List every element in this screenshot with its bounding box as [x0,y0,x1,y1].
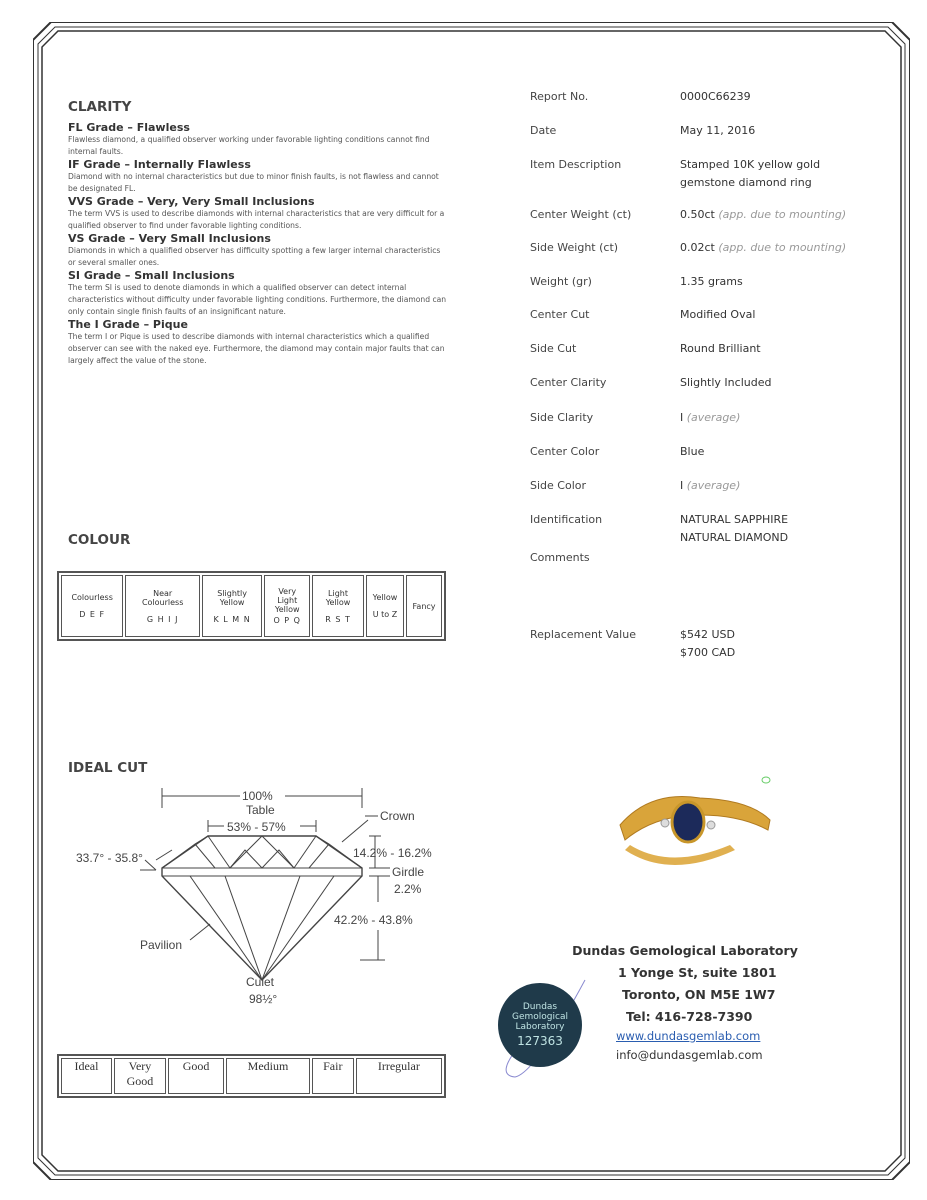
value-text: Blue [680,445,705,458]
grade-si [68,269,448,318]
report-value [680,158,820,189]
report-label: Date [530,124,557,137]
cut-grade-table [57,1054,446,1098]
value-note: (average) [683,411,741,424]
pavilion-depth-label: 42.2% - 43.8% [334,913,413,927]
value-text: 0.02ct [680,241,715,254]
report-value [680,411,740,424]
report-label: Weight (gr) [530,275,592,288]
grade-desc: Flawless diamond, a qualified observer working under favorable lighting conditions cannot find internal faults. [68,135,430,156]
grade-desc: Diamond with no internal characteristics but due to minor finish faults, is not flawless and cannot be designated FL. [68,172,439,193]
grade-desc: The term VVS is used to describe diamonds with internal characteristics that are very difficult for a qualified observer to find under favorable lighting conditions. [68,209,445,230]
grade-desc: Diamonds in which a qualified observer has difficulty spotting a few larger internal characteristics or several smaller ones. [68,246,441,267]
cut-grade-cell: Fair [312,1058,354,1094]
cut-grade-cell: Irregular [356,1058,442,1094]
clarity-title: CLARITY [68,99,132,115]
grade-fl [68,121,448,158]
colour-cell: Colourless D E F [61,575,123,637]
value-text: I [680,479,684,492]
lab-email: info@dundasgemlab.com [616,1048,763,1062]
crown-height-label: 14.2% - 16.2% [353,846,432,860]
lab-phone: Tel: 416-728-7390 [626,1009,753,1024]
value-line-2: gemstone diamond ring [680,176,812,189]
value-text: Round Brilliant [680,342,761,355]
ring-photo [610,770,780,880]
value-note: (app. due to mounting) [714,208,847,221]
culet-angle-label: 98½° [249,992,278,1006]
cut-grade-cell: Ideal [61,1058,112,1094]
report-label: Center Weight (ct) [530,208,632,221]
grade-desc: The term I or Pique is used to describe diamonds with internal characteristics which a qualified observer can see with the naked eye. Furthermore, the diamond may contain major faults that can largely affect the value of the stone. [68,332,445,365]
value-note: (app. due to mounting) [714,241,847,254]
report-value [680,90,751,103]
grade-title: FL Grade – Flawless [68,121,190,134]
lab-seal [498,983,582,1067]
value-text: May 11, 2016 [680,124,756,137]
pavilion-label: Pavilion [140,938,183,952]
colour-cell: Slightly Yellow K L M N [202,575,262,637]
report-label: Identification [530,513,603,526]
grade-title: VS Grade – Very Small Inclusions [68,232,271,245]
seal-text: Dundas Gemological Laboratory [512,1002,568,1032]
value-text: 0.50ct [680,208,715,221]
report-value [680,275,743,288]
cut-grade-cell: Medium [226,1058,310,1094]
report-label: Side Color [530,479,587,492]
girdle-label: Girdle [392,865,425,879]
report-label: Center Clarity [530,376,607,389]
ideal-cut-title: IDEAL CUT [68,760,148,776]
crown-label: Crown [380,809,415,823]
grade-title: VVS Grade – Very, Very Small Inclusions [68,195,315,208]
colour-cell: Fancy [406,575,442,637]
colour-cell: Near Colourless G H I J [125,575,200,637]
grade-i [68,318,448,367]
report-value [680,445,704,458]
report-label: Side Cut [530,342,577,355]
lab-website-link[interactable]: www.dundasgemlab.com [616,1029,761,1043]
lab-name: Dundas Gemological Laboratory [572,943,798,958]
report-value [680,479,740,492]
report-label: Side Weight (ct) [530,241,619,254]
report-label: Side Clarity [530,411,594,424]
grade-vvs [68,195,448,232]
grade-title: SI Grade – Small Inclusions [68,269,235,282]
report-label: Center Cut [530,308,590,321]
cut-grade-cell: Good [168,1058,224,1094]
value-line-2: $700 CAD [680,646,736,659]
report-value [680,208,846,221]
report-value [680,241,846,254]
grade-if [68,158,448,195]
colour-scale-table [57,571,446,641]
colour-cell: Yellow U to Z [366,575,404,637]
value-note: (average) [683,479,741,492]
crown-angle-label: 33.7° - 35.8° [76,851,143,865]
report-value [680,376,771,389]
report-label: Report No. [530,90,589,103]
lab-address-1: 1 Yonge St, suite 1801 [618,965,777,980]
cut-grade-cell: Very Good [114,1058,166,1094]
culet-label: Culet [246,975,275,989]
grade-title: IF Grade – Internally Flawless [68,158,251,171]
grade-vs [68,232,448,269]
value-text: Stamped 10K yellow gold [680,158,821,171]
lab-address-2: Toronto, ON M5E 1W7 [622,987,776,1002]
report-value [680,628,735,659]
value-text: 1.35 grams [680,275,743,288]
table-label: Table [246,803,275,817]
value-text: $542 USD [680,628,735,641]
colour-title: COLOUR [68,532,131,548]
diamond-proportions-diagram [60,780,460,1008]
grade-desc: The term SI is used to denote diamonds in which a qualified observer can detect internal characteristics without difficulty under favorable lighting conditions. Furthermore, the diamond can only contain single finish faults of an insignificant nature. [68,283,447,316]
value-text: Slightly Included [680,376,772,389]
value-text: NATURAL SAPPHIRE [680,513,789,526]
girdle-pct-label: 2.2% [394,882,422,896]
clarity-grades [68,121,448,367]
value-line-2: NATURAL DIAMOND [680,531,789,544]
seal-number: 127363 [517,1034,563,1048]
value-text: Modified Oval [680,308,756,321]
report-label: Replacement Value [530,628,636,641]
report-label: Comments [530,551,590,564]
value-text: 0000C66239 [680,90,751,103]
value-text: I [680,411,684,424]
report-label: Item Description [530,158,622,171]
colour-cell: Very Light Yellow O P Q [264,575,310,637]
report-value [680,513,788,544]
grade-title: The I Grade – Pique [68,318,188,331]
colour-cell: Light Yellow R S T [312,575,364,637]
report-value [680,342,761,355]
report-label: Center Color [530,445,600,458]
report-value [680,124,755,137]
table-range-label: 53% - 57% [227,820,286,834]
report-value [680,308,755,321]
total-width-label: 100% [242,789,273,803]
